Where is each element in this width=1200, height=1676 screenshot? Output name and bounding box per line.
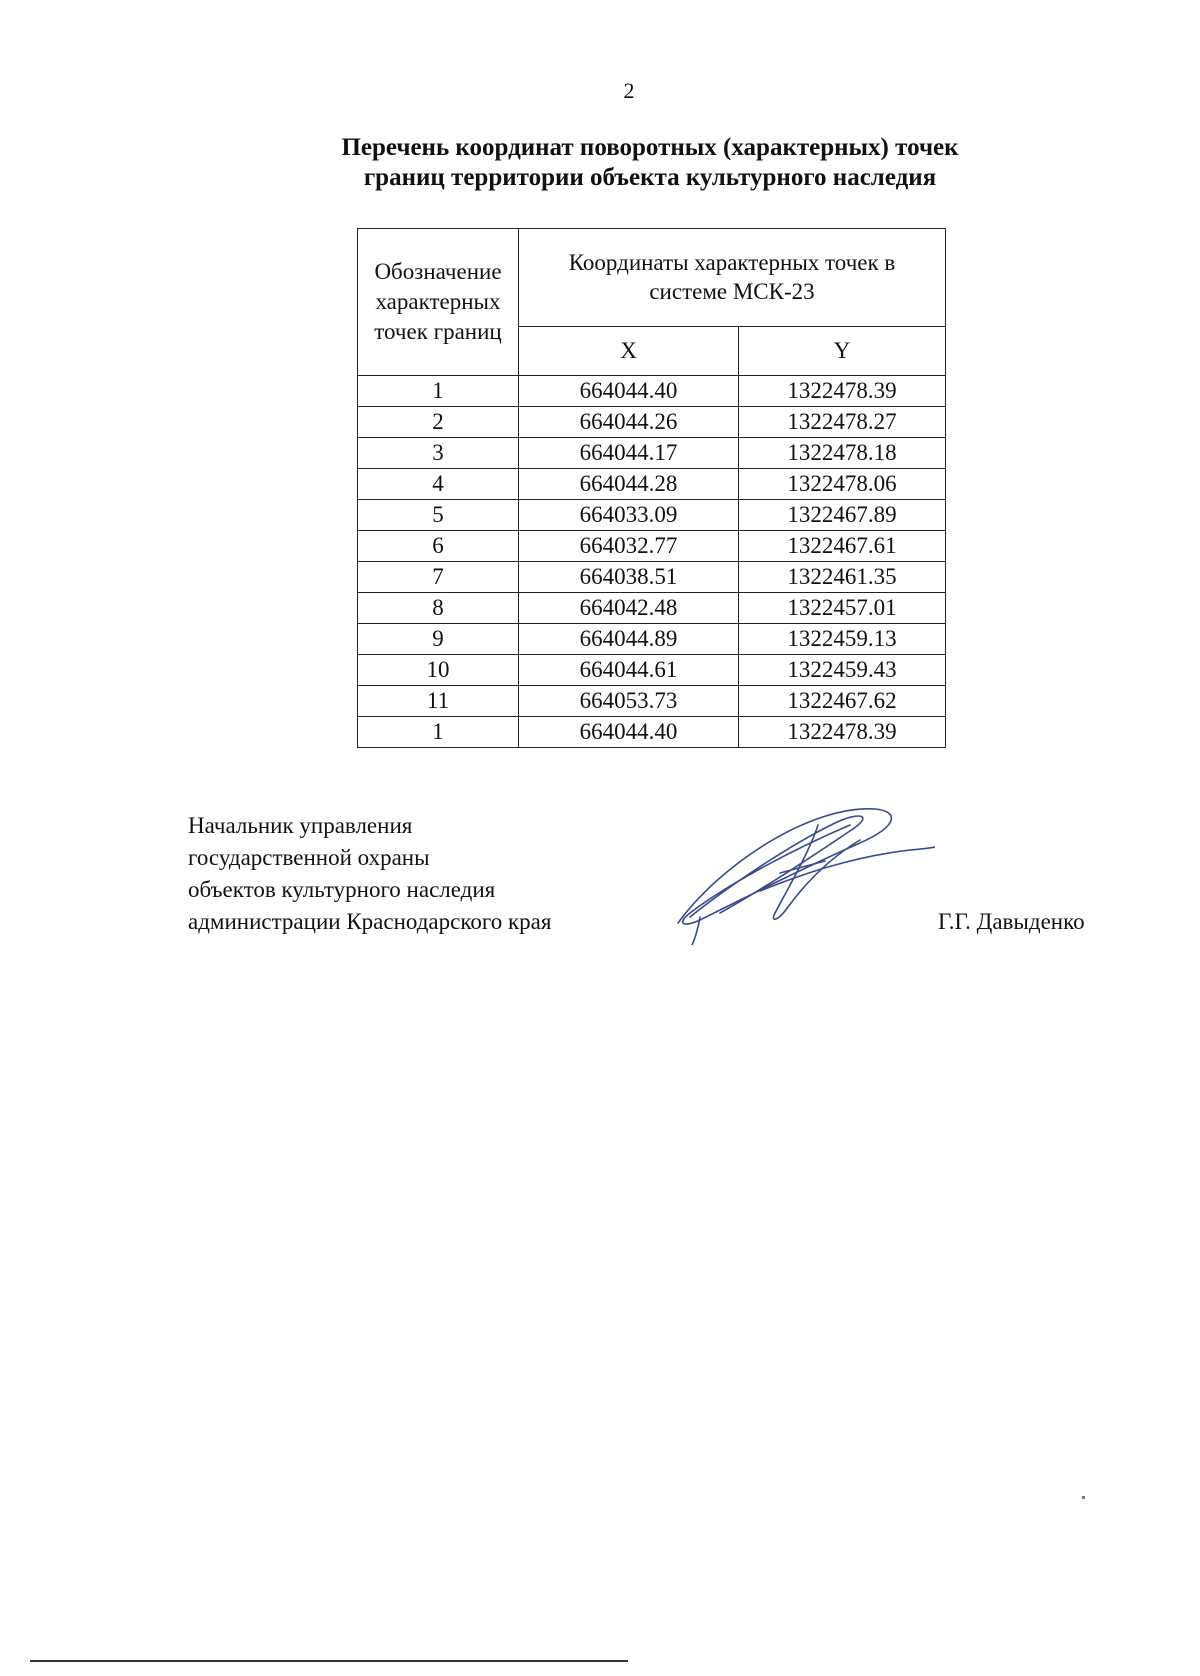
title-line-2: границ территории объекта культурного наследия — [363, 164, 937, 191]
margin-mark — [1082, 1496, 1085, 1499]
cell-x: 664044.40 — [519, 717, 739, 748]
coordinates-table — [357, 228, 946, 748]
table-row — [358, 376, 946, 407]
cell-x: 664044.40 — [519, 376, 739, 407]
cell-y: 1322478.06 — [739, 469, 946, 500]
cell-x: 664038.51 — [519, 562, 739, 593]
cell-x: 664044.28 — [519, 469, 739, 500]
table-row — [358, 624, 946, 655]
table-row — [358, 717, 946, 748]
cell-point: 11 — [358, 686, 519, 717]
cell-x: 664044.17 — [519, 438, 739, 469]
table-row — [358, 469, 946, 500]
handwritten-signature — [660, 795, 935, 945]
signer-name: Г.Г. Давыденко — [938, 909, 1085, 934]
cell-point: 1 — [358, 376, 519, 407]
header-point-designation — [358, 229, 519, 376]
cell-x: 664053.73 — [519, 686, 739, 717]
cell-y: 1322467.62 — [739, 686, 946, 717]
table-row — [358, 407, 946, 438]
cell-y: 1322459.13 — [739, 624, 946, 655]
header-label-line: Обозначение — [374, 259, 502, 284]
cell-point: 6 — [358, 531, 519, 562]
table-row — [358, 686, 946, 717]
footer-rule — [30, 1660, 628, 1662]
table-row — [358, 438, 946, 469]
header-group-line: системе МСК-23 — [649, 279, 815, 305]
cell-y: 1322478.27 — [739, 407, 946, 438]
cell-point: 5 — [358, 500, 519, 531]
cell-y: 1322467.89 — [739, 500, 946, 531]
cell-y: 1322461.35 — [739, 562, 946, 593]
cell-point: 8 — [358, 593, 519, 624]
header-label-line: точек границ — [374, 319, 502, 344]
position-line: объектов культурного наследия — [188, 877, 496, 902]
cell-x: 664044.26 — [519, 407, 739, 438]
cell-y: 1322478.39 — [739, 717, 946, 748]
table-row — [358, 655, 946, 686]
cell-y: 1322467.61 — [739, 531, 946, 562]
cell-y: 1322478.18 — [739, 438, 946, 469]
cell-point: 10 — [358, 655, 519, 686]
table-row — [358, 593, 946, 624]
cell-point: 4 — [358, 469, 519, 500]
table-row — [358, 500, 946, 531]
header-label-line: характерных — [375, 289, 501, 314]
table-row — [358, 562, 946, 593]
cell-point: 3 — [358, 438, 519, 469]
header-group-line: Координаты характерных точек в — [568, 250, 896, 276]
header-y: Y — [739, 326, 946, 375]
header-coordinates-group — [519, 229, 946, 327]
cell-x: 664033.09 — [519, 500, 739, 531]
signatory-position — [188, 810, 551, 938]
header-x: X — [519, 326, 739, 375]
cell-x: 664044.61 — [519, 655, 739, 686]
title-line-1: Перечень координат поворотных (характерных) точек — [341, 134, 959, 161]
cell-point: 7 — [358, 562, 519, 593]
cell-y: 1322459.43 — [739, 655, 946, 686]
position-line: государственной охраны — [188, 845, 430, 870]
cell-y: 1322457.01 — [739, 593, 946, 624]
page-number: 2 — [623, 78, 635, 103]
table-row — [358, 531, 946, 562]
position-line: администрации Краснодарского края — [188, 909, 552, 934]
document-title — [280, 133, 1020, 193]
cell-point: 2 — [358, 407, 519, 438]
coordinates-table-body — [358, 376, 946, 748]
cell-y: 1322478.39 — [739, 376, 946, 407]
cell-point: 9 — [358, 624, 519, 655]
cell-point: 1 — [358, 717, 519, 748]
position-line: Начальник управления — [188, 813, 413, 838]
cell-x: 664044.89 — [519, 624, 739, 655]
cell-x: 664042.48 — [519, 593, 739, 624]
cell-x: 664032.77 — [519, 531, 739, 562]
